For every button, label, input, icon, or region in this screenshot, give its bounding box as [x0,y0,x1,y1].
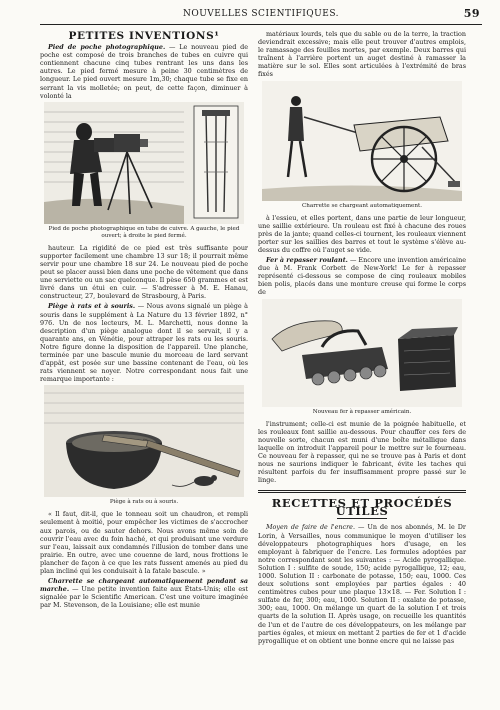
figure-rat-trap [44,385,244,497]
section-title-recettes: RECETTES ET PROCÉDÉS UTILES [271,496,453,519]
article-text: — Nous avons signalé un piège à souris dans le supplément à La Nature du 13 février 1892, n° 976. Un de nos lecteurs, M. L. Marchetti, nous donne la description d'un piège analogue dont il se servait, il y a quarante ans, en Vénétie, pour attraper les rats ou les souris. Notre figure donne la disposition de l'appareil. Une planche, terminée par une bascule munie du morceau de lard servant d'appât, est posée sur une bassine contenant de l'eau, où les rats viennent se noyer. Notre correspondant nous fait une remarque importante : [40,302,248,384]
article-text: — Un de nos abonnés, M. le Dr Lorin, à Versailles, nous communique le moyen d'utiliser les développateurs photographiques hors d'usage, en les employant à fabriquer de l'encre. Les formules adoptées par notre correspondant sont les suivantes : — Acide pyrogallique. Solution I : sulfite de soude, 150; acide pyrogallique, 12; eau, 1000. Solution II : carbonate de potasse, 150; eau, 1000. Ces deux solutions sont employées par parties égales : 40 centimètres cubes pour une plaque 13×18. — Fer. Solution I : sulfate de fer, 300; eau, 1000. Solution II : oxalate de potasse, 300; eau, 1000. On mélange un quart de la solution I et trois quarts de la solution II. Après usage, on recueille les quantités de l'un et de l'autre de ces développateurs, on les mélange par parties égales, et mieux en mettant 2 parties de fer et 1 d'acide pyrogallique et on obtient une bonne encre qui ne laisse pas [258,523,466,645]
article-piege-a-rats [40,302,248,383]
figure-photographic-tripod [44,102,244,224]
section-title-petites-inventions: PETITES INVENTIONS¹ [68,30,220,42]
article-text: — Le nouveau pied de poche est composé de trois branches de tubes en cuivre qui contiennent chacune cinq tubes rentrant les uns dans les autres. Le pied fermé mesure à peine 30 centimètres de longueur. Le pied ouvert mesure 1m,30; chaque tube se fixe en serrant la vis molletée; on peut, de cette façon, diminuer à volonté la [40,43,248,100]
article-lead: Pied de poche photographique. [48,43,166,52]
figure-self-loading-cart [262,81,462,201]
article-lead: Moyen de faire de l'encre. [266,523,355,532]
article-continued-text: hauteur. La rigidité de ce pied est très suffisante pour supporter facilement une chambre 13 sur 18; il pourrait même servir pour une chambre 18 sur 24. Le nouveau pied de poche peut se placer aussi bien dans une poche de vêtement que dans une serviette ou un sac quelconque. Il pèse 650 grammes et est livré dans un étui en cuir. — S'adresser à M. E. Hanau, constructeur, 27, boulevard de Strasbourg, à Paris. [40,243,248,301]
running-header [40,6,482,25]
article-encre [258,523,466,644]
article-text: — Une petite invention faite aux États-Unis; elle est signalée par le Scientific American. C'est une voiture imaginée par M. Stevenson, de la Louisiane; elle est munie [40,585,248,610]
article-lead: Piège à rats et à souris. [48,302,136,311]
article-pied-de-poche [40,43,248,100]
article-fer-a-repasser [258,256,466,296]
article-charrette-mechanism: à l'essieu, et elles portent, dans une partie de leur longueur, une saillie extérieure. Un rouleau est fixé à chacune des roues près de la jante; quand celles-ci tournent, les rouleaux viennent porter sur les saillies des barres et tout le système s'élève au-dessus du coffre où l'auget se vide. [258,213,466,254]
figure-caption-tripod: Pied de poche photographique en tube de cuivre. A gauche, le pied ouvert; à droite le pied fermé. [48,225,240,239]
figure-caption-cart: Charrette se chargeant automatiquement. [302,202,422,209]
article-charrette-continued: matériaux lourds, tels que du sable ou de la terre, la traction deviendrait excessive; mais elle peut trouver d'autres emplois, le ramassage des feuilles mortes, par exemple. Deux barres qui traînent à l'arrière portent un auget destiné à ramasser la matière sur le sol. Elles sont articulées à l'extrémité de bras fixés [258,30,466,79]
article-fer-continued: l'instrument; celle-ci est munie de la poignée habituelle, et les rouleaux font saillie au-dessous. Pour chauffer ces fers de nouvelle sorte, chacun est muni d'une boîte métallique dans laquelle on introduit l'appareil pour le mettre sur le fourneau. Ce nouveau fer à repasser, qui ne se trouve pas à Paris et dont nous ne saurions indiquer le fabricant, évite les taches qui résultent parfois du fer insuffisamment propre passé sur le linge. [258,419,466,485]
left-column [40,30,248,611]
article-quote-text: « Il faut, dit-il, que le tonneau soit un chaudron, et rempli seulement à moitié, pour empêcher les victimes de s'accrocher aux parois, ou de sauter dehors. Nous avons même soin de couvrir l'eau avec du foin haché, et qui produisant une verdure sur l'eau, laissait aux condamnés l'illusion de tomber dans une prairie. En outre, avec une couenne de lard, nous frottions le plancher de façon à ce que les rats fussent amenés au pied du plan incliné qui les conduisait à la fatale bascule. » [40,510,248,575]
section-divider [258,490,466,493]
figure-caption-iron: Nouveau fer à repasser américain. [312,408,412,415]
article-text: — Encore une invention américaine due à M. Frank Corbett de New-York! Le fer à repasser représenté ci-dessous se compose de cinq rouleaux mobiles bien polis, placés dans une monture creuse qui forme le corps de [258,256,466,297]
article-lead: Fer à repasser roulant. [266,256,348,265]
page-number: 59 [463,7,480,20]
figure-caption-rat-trap: Piège à rats ou à souris. [109,499,179,506]
figure-rolling-iron [262,299,462,407]
right-column [258,30,466,647]
article-lead: Charrette se chargeant automatiquement pendant sa marche. [40,577,248,594]
header-title: NOUVELLES SCIENTIFIQUES. [182,9,340,19]
title-underline [337,518,387,519]
article-charrette [40,577,248,609]
